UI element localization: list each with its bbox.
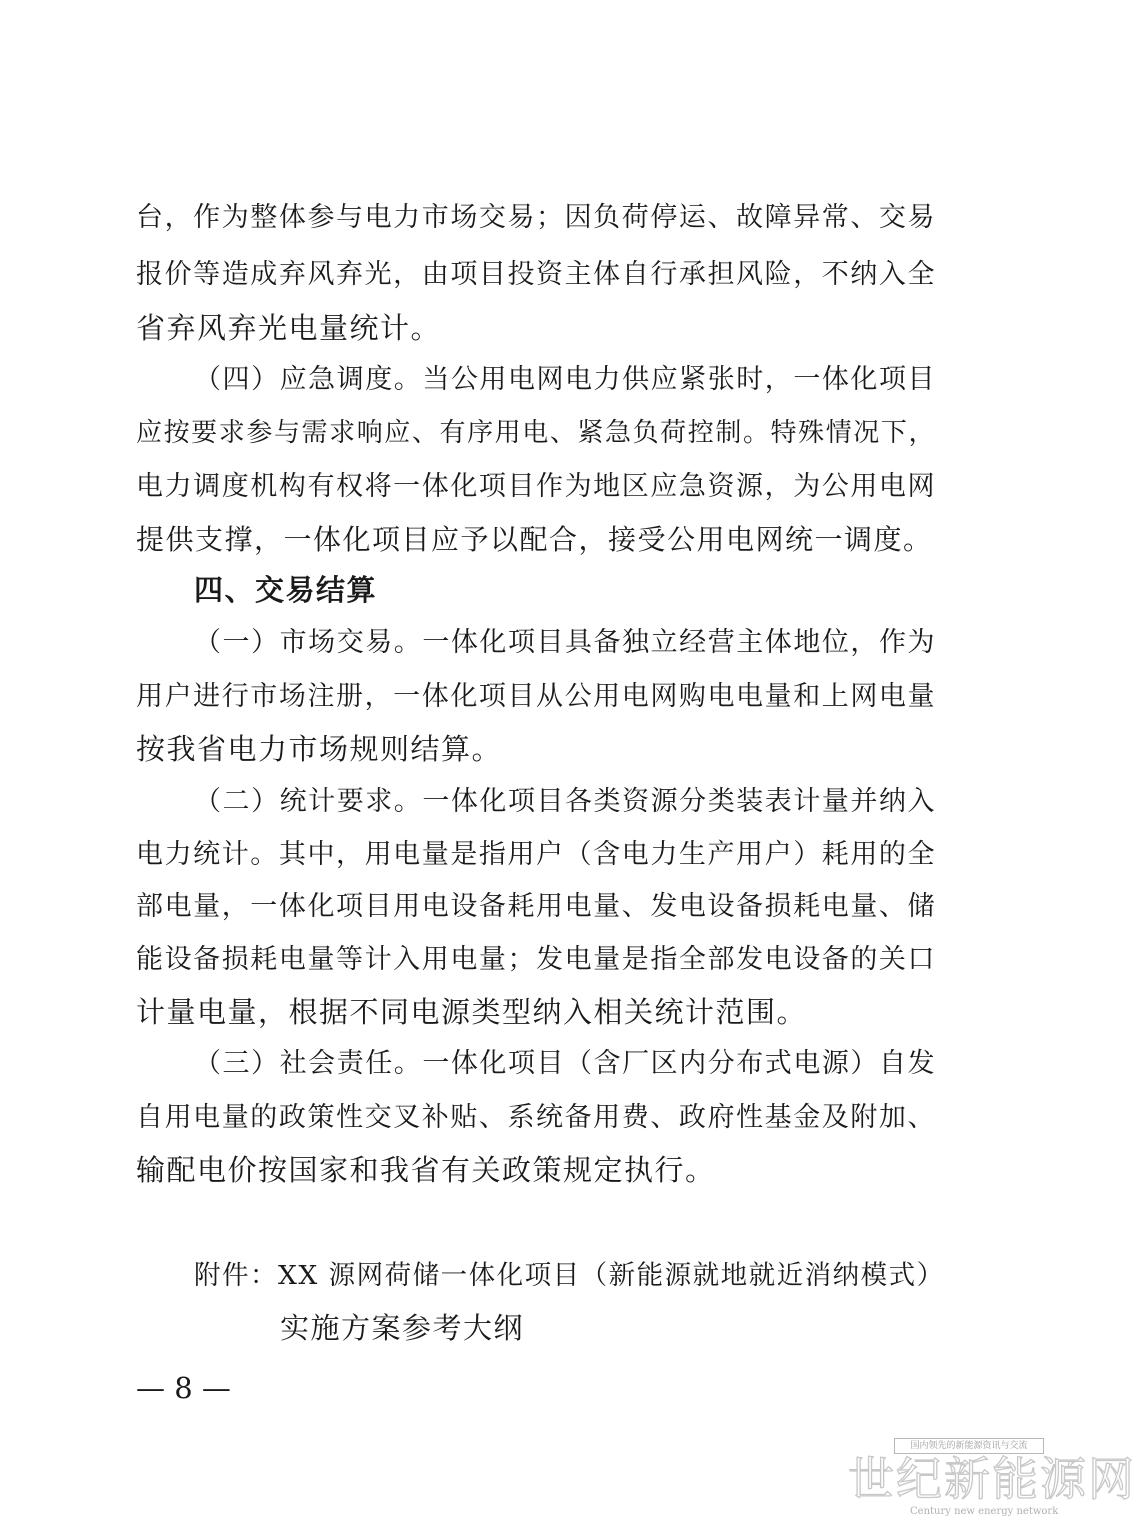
body-line-10: 用户进行市场注册，一体化项目从公用电网购电电量和上网电量 [136,681,936,712]
body-line-11: 按我省电力市场规则结算。 [136,732,503,766]
body-line-6: 电力调度机构有权将一体化项目作为地区应急资源，为公用电网 [136,471,936,502]
watermark-box-text: 国内领先的新能源资讯与交流 [894,1438,1044,1454]
body-line-13: 电力统计。其中，用电量是指用户（含电力生产用户）耗用的全 [136,839,936,870]
attachment-line-2: 实施方案参考大纲 [280,1311,525,1345]
body-line-17: （三）社会责任。一体化项目（含厂区内分布式电源）自发 [194,1048,936,1079]
watermark-sub-text: Century new energy network [910,1506,1059,1517]
body-line-16: 计量电量，根据不同电源类型纳入相关统计范围。 [136,995,808,1029]
watermark-logo [848,1438,1136,1520]
page-number: — 8 — [136,1371,231,1405]
body-line-12: （二）统计要求。一体化项目各类资源分类装表计量并纳入 [194,786,936,817]
body-line-9: （一）市场交易。一体化项目具备独立经营主体地位，作为 [194,627,936,658]
attachment-line-1: 附件：XX 源网荷储一体化项目（新能源就地就近消纳模式） [194,1260,945,1291]
body-line-19: 输配电价按国家和我省有关政策规定执行。 [136,1153,716,1187]
body-line-5: 应按要求参与需求响应、有序用电、紧急负荷控制。特殊情况下， [136,418,936,448]
body-line-14: 部电量，一体化项目用电设备耗用电量、发电设备损耗电量、储 [136,891,936,922]
body-line-15: 能设备损耗电量等计入用电量；发电量是指全部发电设备的关口 [136,944,936,975]
section-heading: 四、交易结算 [194,573,378,607]
body-line-3: 省弃风弃光电量统计。 [136,311,442,345]
body-line-2: 报价等造成弃风弃光，由项目投资主体自行承担风险，不纳入全 [136,259,936,290]
body-line-18: 自用电量的政策性交叉补贴、系统备用费、政府性基金及附加、 [136,1102,936,1133]
body-line-7: 提供支撑，一体化项目应予以配合，接受公用电网统一调度。 [136,523,933,556]
watermark-main-text: 世纪新能源网 [848,1452,1136,1506]
body-line-4: （四）应急调度。当公用电网电力供应紧张时，一体化项目 [194,364,936,395]
body-line-1: 台，作为整体参与电力市场交易；因负荷停运、故障异常、交易 [136,202,936,233]
